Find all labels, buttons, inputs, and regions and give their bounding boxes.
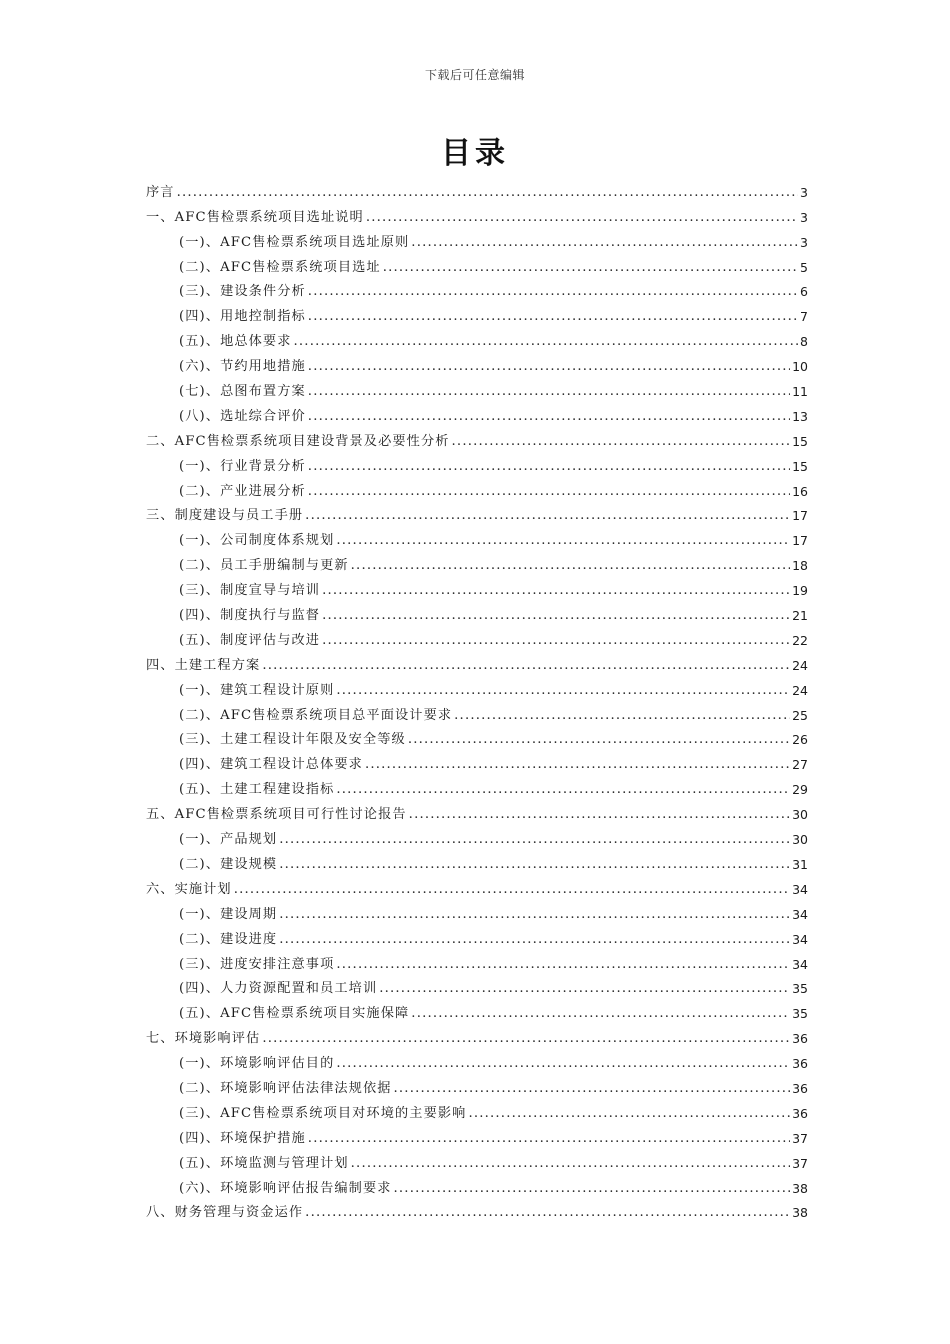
toc-dot-leader [305,508,790,524]
toc-entry-page-number: 24 [792,682,808,698]
toc-entry-page-number: 15 [792,458,808,474]
toc-entry[interactable] [146,425,808,450]
toc-entry-page-number: 34 [792,906,808,922]
toc-entry-label: (五)、AFC售检票系统项目实施保障 [179,1006,410,1022]
toc-entry-label: (三)、AFC售检票系统项目对环境的主要影响 [179,1105,467,1121]
toc-entry-label: (一)、公司制度体系规划 [179,533,335,549]
toc-entry[interactable] [146,1022,808,1047]
toc-dot-leader [411,235,798,251]
toc-entry-label: (五)、制度评估与改进 [179,632,321,648]
toc-entry-label: (二)、员工手册编制与更新 [179,558,349,574]
toc-entry-label: (一)、产品规划 [179,832,278,848]
toc-dot-leader [262,658,790,674]
toc-entry-page-number: 21 [792,608,808,624]
toc-dot-leader [383,260,798,276]
toc-entry-label: (四)、用地控制指标 [179,309,306,325]
toc-entry-page-number: 3 [800,209,808,225]
toc-entry-label: (一)、环境影响评估目的 [179,1056,335,1072]
toc-entry-label: 四、土建工程方案 [146,657,261,673]
toc-entry-label: (六)、节约用地措施 [179,359,306,375]
toc-entry-label: (三)、土建工程设计年限及安全等级 [179,732,406,748]
toc-dot-leader [394,1181,791,1197]
toc-dot-leader [351,1156,790,1172]
toc-entry[interactable] [146,748,808,773]
toc-entry-page-number: 38 [792,1180,808,1196]
toc-entry-label: 七、环境影响评估 [146,1031,261,1047]
toc-entry-page-number: 35 [792,1006,808,1022]
toc-dot-leader [308,384,790,400]
toc-dot-leader [379,981,790,997]
toc-dot-leader [308,484,790,500]
toc-entry[interactable] [146,251,808,276]
toc-entry-page-number: 15 [792,433,808,449]
toc-dot-leader [336,957,790,973]
toc-entry-page-number: 5 [800,259,808,275]
toc-dot-leader [336,533,790,549]
toc-dot-leader [468,1106,790,1122]
toc-entry-label: 一、AFC售检票系统项目选址说明 [146,209,364,225]
toc-entry[interactable] [146,699,808,724]
toc-entry-page-number: 10 [792,359,808,375]
toc-entry-label: (三)、制度宣导与培训 [179,583,321,599]
toc-entry[interactable] [146,1072,808,1097]
toc-entry-label: (四)、制度执行与监督 [179,608,321,624]
toc-entry-page-number: 30 [792,807,808,823]
toc-entry-page-number: 26 [792,732,808,748]
toc-dot-leader [336,782,790,798]
toc-entry[interactable] [146,1122,808,1147]
toc-entry[interactable] [146,276,808,301]
toc-entry-page-number: 8 [800,334,808,350]
toc-dot-leader [336,683,790,699]
toc-entry-page-number: 7 [800,309,808,325]
toc-entry-page-number: 35 [792,981,808,997]
toc-entry[interactable] [146,923,808,948]
toc-dot-leader [308,359,790,375]
toc-entry[interactable] [146,325,808,350]
toc-entry-label: (七)、总图布置方案 [179,384,306,400]
toc-entry-page-number: 24 [792,657,808,673]
toc-dot-leader [279,832,790,848]
toc-entry[interactable] [146,300,808,325]
toc-entry-label: (一)、AFC售检票系统项目选址原则 [179,234,410,250]
toc-entry-page-number: 27 [792,757,808,773]
toc-dot-leader [452,434,791,450]
toc-dot-leader [409,807,790,823]
toc-dot-leader [294,334,799,350]
toc-entry-label: (三)、建设条件分析 [179,284,306,300]
toc-entry[interactable] [146,948,808,973]
toc-entry-page-number: 36 [792,1105,808,1121]
toc-entry-label: (四)、环境保护措施 [179,1130,306,1146]
toc-entry-label: 五、AFC售检票系统项目可行性讨论报告 [146,807,407,823]
toc-entry-page-number: 36 [792,1031,808,1047]
toc-entry-label: 三、制度建设与员工手册 [146,508,304,524]
toc-entry-page-number: 38 [792,1205,808,1221]
toc-dot-leader [322,633,790,649]
toc-dot-leader [308,284,798,300]
toc-entry-page-number: 34 [792,881,808,897]
toc-dot-leader [322,583,790,599]
toc-entry-page-number: 34 [792,931,808,947]
toc-entry-page-number: 16 [792,483,808,499]
toc-dot-leader [279,857,790,873]
toc-dot-leader [411,1006,790,1022]
toc-entry-label: 八、财务管理与资金运作 [146,1205,304,1221]
toc-entry[interactable] [146,400,808,425]
toc-dot-leader [336,1056,790,1072]
toc-entry[interactable] [146,674,808,699]
toc-entry-page-number: 17 [792,533,808,549]
toc-entry[interactable] [146,176,808,201]
toc-entry-page-number: 22 [792,632,808,648]
toc-entry[interactable] [146,973,808,998]
toc-entry-label: 六、实施计划 [146,881,232,897]
toc-entry[interactable] [146,599,808,624]
toc-entry-label: (二)、环境影响评估法律法规依据 [179,1080,392,1096]
toc-entry[interactable] [146,1172,808,1197]
toc-dot-leader [322,608,790,624]
toc-entry-label: (一)、行业背景分析 [179,458,306,474]
toc-entry-page-number: 18 [792,558,808,574]
toc-entry-label: (二)、建设进度 [179,931,278,947]
toc-entry[interactable] [146,1097,808,1122]
toc-entry[interactable] [146,773,808,798]
toc-entry[interactable] [146,649,808,674]
toc-entry-label: 序言 [146,184,175,200]
page-header: 下载后可任意编辑 [424,68,525,82]
toc-entry-page-number: 36 [792,1080,808,1096]
toc-entry-label: (三)、进度安排注意事项 [179,956,335,972]
toc-entry[interactable] [146,226,808,251]
toc-entry-label: (四)、人力资源配置和员工培训 [179,981,378,997]
toc-entry[interactable] [146,1047,808,1072]
toc-entry-page-number: 31 [792,856,808,872]
toc-entry-page-number: 19 [792,583,808,599]
toc-entry-label: (二)、建设规模 [179,856,278,872]
toc-entry-label: (二)、AFC售检票系统项目选址 [179,259,381,275]
toc-dot-leader [305,1205,790,1221]
toc-entry[interactable] [146,873,808,898]
toc-entry-page-number: 17 [792,508,808,524]
toc-dot-leader [308,459,790,475]
toc-dot-leader [351,558,790,574]
toc-entry-page-number: 11 [792,384,808,400]
toc-entry-label: (二)、AFC售检票系统项目总平面设计要求 [179,707,453,723]
toc-entry-label: (六)、环境影响评估报告编制要求 [179,1180,392,1196]
toc-title: 目录 [441,136,509,171]
toc-dot-leader [408,732,790,748]
toc-entry[interactable] [146,1197,808,1222]
toc-dot-leader [454,708,790,724]
toc-entry-label: (四)、建筑工程设计总体要求 [179,757,363,773]
toc-entry[interactable] [146,450,808,475]
toc-entry-page-number: 34 [792,956,808,972]
toc-entry[interactable] [146,201,808,226]
toc-entry-page-number: 30 [792,832,808,848]
toc-dot-leader [308,409,790,425]
toc-dot-leader [366,210,798,226]
toc-dot-leader [279,932,790,948]
toc-entry[interactable] [146,823,808,848]
toc-dot-leader [262,1031,790,1047]
toc-entry-page-number: 29 [792,782,808,798]
toc-entry-page-number: 13 [792,408,808,424]
toc-dot-leader [308,1131,790,1147]
toc-entry[interactable] [146,1147,808,1172]
toc-dot-leader [365,757,790,773]
toc-entry-label: (五)、土建工程建设指标 [179,782,335,798]
toc-entry[interactable] [146,350,808,375]
toc-entry-page-number: 36 [792,1056,808,1072]
toc-entry[interactable] [146,475,808,500]
toc-dot-leader [308,309,798,325]
toc-entry[interactable] [146,549,808,574]
toc-dot-leader [234,882,790,898]
toc-entry-page-number: 6 [800,284,808,300]
toc-entry-page-number: 25 [792,707,808,723]
table-of-contents [146,176,808,1221]
toc-entry-label: (八)、选址综合评价 [179,408,306,424]
toc-entry[interactable] [146,898,808,923]
toc-entry-label: (一)、建筑工程设计原则 [179,682,335,698]
toc-entry[interactable] [146,848,808,873]
toc-entry[interactable] [146,997,808,1022]
toc-entry[interactable] [146,624,808,649]
toc-entry-label: (二)、产业进展分析 [179,483,306,499]
toc-entry[interactable] [146,798,808,823]
toc-entry[interactable] [146,375,808,400]
toc-entry-label: (五)、地总体要求 [179,334,292,350]
toc-entry-page-number: 37 [792,1130,808,1146]
toc-entry-page-number: 3 [800,234,808,250]
toc-entry-label: (一)、建设周期 [179,906,278,922]
toc-dot-leader [279,907,790,923]
toc-entry[interactable] [146,524,808,549]
toc-entry[interactable] [146,724,808,749]
toc-entry-label: 二、AFC售检票系统项目建设背景及必要性分析 [146,433,450,449]
toc-entry-page-number: 3 [800,184,808,200]
toc-entry[interactable] [146,574,808,599]
toc-entry[interactable] [146,500,808,525]
toc-dot-leader [177,185,798,201]
toc-entry-label: (五)、环境监测与管理计划 [179,1155,349,1171]
toc-entry-page-number: 37 [792,1155,808,1171]
toc-dot-leader [394,1081,791,1097]
